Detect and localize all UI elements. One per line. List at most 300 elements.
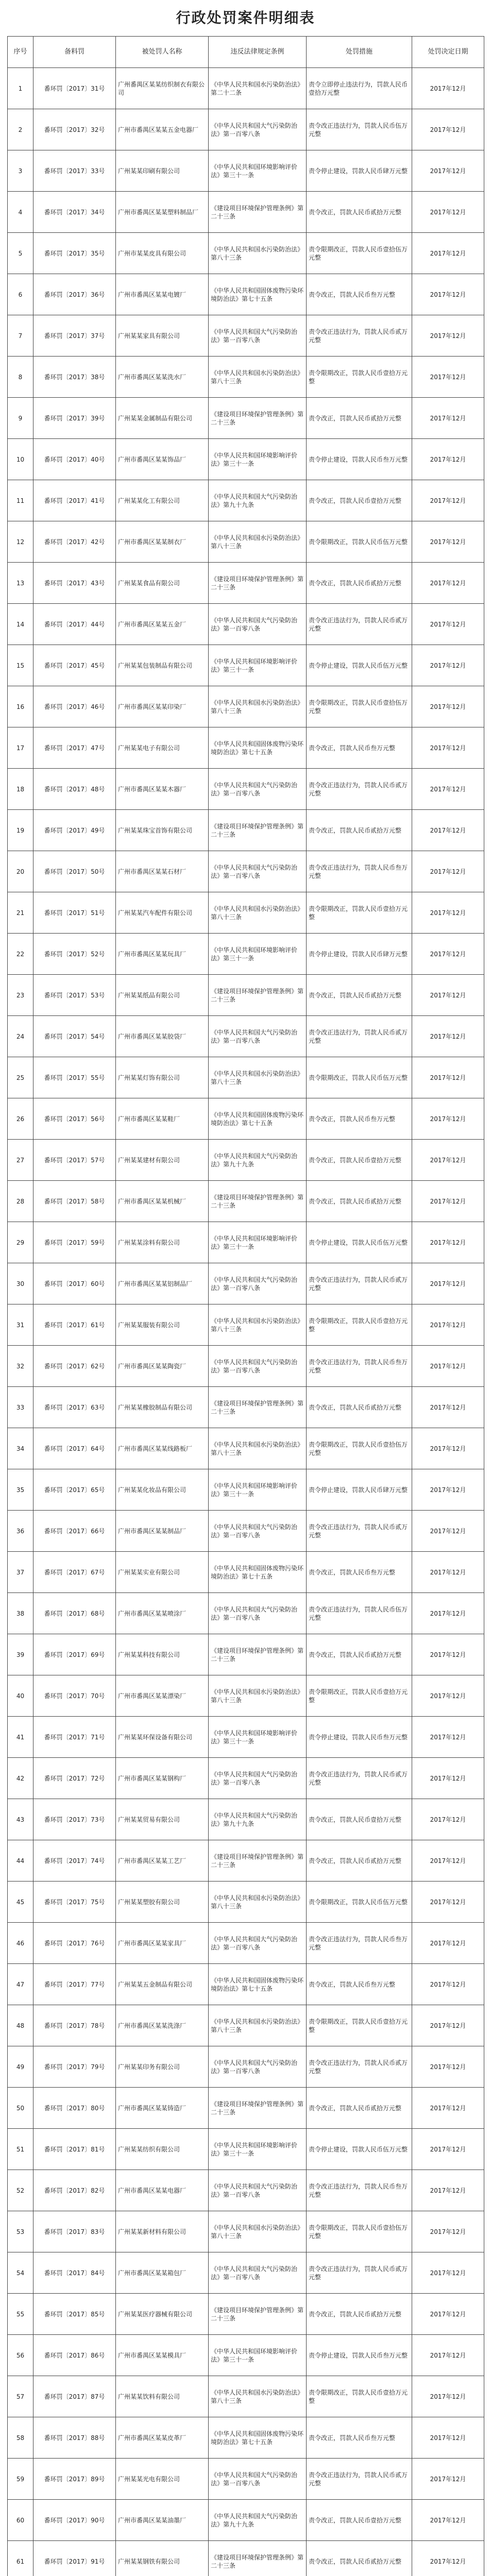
- cell-doc-number: 番环罚〔2017〕32号: [33, 109, 116, 150]
- cell-doc-number: 番环罚〔2017〕80号: [33, 2088, 116, 2129]
- cell-entity-name: 广州市番禺区某某漂染厂: [116, 1675, 209, 1717]
- cell-doc-number: 番环罚〔2017〕78号: [33, 2005, 116, 2046]
- cell-law: 《建设项目环境保护管理条例》第二十三条: [209, 563, 307, 604]
- cell-measure: 责令改正，罚款人民币贰拾万元整: [307, 2294, 412, 2335]
- table-row: [8, 1346, 484, 1387]
- cell-no: 27: [8, 1140, 33, 1181]
- cell-date: 2017年12月: [412, 645, 484, 686]
- table-row: [8, 1181, 484, 1222]
- cell-law: 《中华人民共和国大气污染防治法》第一百零八条: [209, 2170, 307, 2211]
- cell-law: 《中华人民共和国水污染防治法》第八十三条: [209, 1057, 307, 1098]
- cell-doc-number: 番环罚〔2017〕48号: [33, 769, 116, 810]
- cell-law: 《中华人民共和国大气污染防治法》第九十九条: [209, 1140, 307, 1181]
- cell-law: 《中华人民共和国大气污染防治法》第一百零八条: [209, 851, 307, 892]
- cell-doc-number: 番环罚〔2017〕36号: [33, 274, 116, 315]
- cell-measure: 责令停止建设，罚款人民币伍万元整: [307, 1222, 412, 1263]
- cell-date: 2017年12月: [412, 769, 484, 810]
- table-row: [8, 2211, 484, 2252]
- cell-entity-name: 广州市番禺区某某五金厂: [116, 604, 209, 645]
- cell-law: 《中华人民共和国环境影响评价法》第三十一条: [209, 150, 307, 192]
- table-row: [8, 480, 484, 521]
- cell-doc-number: 番环罚〔2017〕66号: [33, 1511, 116, 1552]
- cell-measure: 责令改正违法行为，罚款人民币叁万元整: [307, 851, 412, 892]
- table-row: [8, 934, 484, 975]
- table-row: [8, 2335, 484, 2376]
- cell-measure: 责令停止建设，罚款人民币肆万元整: [307, 150, 412, 192]
- cell-no: 12: [8, 521, 33, 563]
- cell-entity-name: 广州某某医疗器械有限公司: [116, 2294, 209, 2335]
- cell-law: 《建设项目环境保护管理条例》第二十三条: [209, 1840, 307, 1882]
- cell-no: 6: [8, 274, 33, 315]
- table-row: [8, 1098, 484, 1140]
- cell-measure: 责令停止建设，罚款人民币叁万元整: [307, 2335, 412, 2376]
- table-row: [8, 192, 484, 233]
- cell-measure: 责令立即停止违法行为，罚款人民币壹拾万元整: [307, 68, 412, 109]
- cell-law: 《中华人民共和国大气污染防治法》第一百零八条: [209, 604, 307, 645]
- cell-entity-name: 广州市番禺区某某皮革厂: [116, 2417, 209, 2459]
- cell-entity-name: 广州市番禺区某某线路板厂: [116, 1428, 209, 1469]
- cell-no: 60: [8, 2500, 33, 2541]
- cell-entity-name: 广州市番禺区某某五金电器厂: [116, 109, 209, 150]
- cell-doc-number: 番环罚〔2017〕88号: [33, 2417, 116, 2459]
- cell-no: 2: [8, 109, 33, 150]
- cell-doc-number: 番环罚〔2017〕81号: [33, 2129, 116, 2170]
- cell-date: 2017年12月: [412, 934, 484, 975]
- cell-date: 2017年12月: [412, 2211, 484, 2252]
- cell-no: 45: [8, 1882, 33, 1923]
- cell-date: 2017年12月: [412, 2005, 484, 2046]
- cell-doc-number: 番环罚〔2017〕46号: [33, 686, 116, 727]
- table-row: [8, 2046, 484, 2088]
- cell-measure: 责令停止建设，罚款人民币肆万元整: [307, 934, 412, 975]
- cell-entity-name: 广州市番禺区某某工艺厂: [116, 1840, 209, 1882]
- cell-law: 《中华人民共和国环境影响评价法》第三十一条: [209, 1717, 307, 1758]
- cell-no: 31: [8, 1304, 33, 1346]
- cell-doc-number: 番环罚〔2017〕58号: [33, 1181, 116, 1222]
- cell-doc-number: 番环罚〔2017〕60号: [33, 1263, 116, 1304]
- cell-measure: 责令改正，罚款人民币贰拾万元整: [307, 1387, 412, 1428]
- cell-date: 2017年12月: [412, 1840, 484, 1882]
- cell-date: 2017年12月: [412, 1387, 484, 1428]
- cell-no: 50: [8, 2088, 33, 2129]
- cell-measure: 责令改正违法行为，罚款人民币贰万元整: [307, 1758, 412, 1799]
- cell-entity-name: 广州某某化妆品有限公司: [116, 1469, 209, 1511]
- cell-measure: 责令改正，罚款人民币贰拾万元整: [307, 1634, 412, 1675]
- cell-law: 《中华人民共和国水污染防治法》第八十三条: [209, 1882, 307, 1923]
- cell-entity-name: 广州市番禺区某某家具厂: [116, 1923, 209, 1964]
- cell-date: 2017年12月: [412, 1717, 484, 1758]
- cell-date: 2017年12月: [412, 1016, 484, 1057]
- cell-measure: 责令改正，罚款人民币壹拾万元整: [307, 480, 412, 521]
- cell-entity-name: 广州某某化工有限公司: [116, 480, 209, 521]
- cell-measure: 责令改正违法行为，罚款人民币贰万元整: [307, 1263, 412, 1304]
- cell-law: 《建设项目环境保护管理条例》第二十三条: [209, 975, 307, 1016]
- table-row: [8, 109, 484, 150]
- cell-entity-name: 广州某某贸易有限公司: [116, 1799, 209, 1840]
- cell-date: 2017年12月: [412, 1593, 484, 1634]
- cell-no: 20: [8, 851, 33, 892]
- table-row: [8, 1923, 484, 1964]
- cell-measure: 责令改正，罚款人民币贰拾万元整: [307, 810, 412, 851]
- cell-date: 2017年12月: [412, 1964, 484, 2005]
- cell-law: 《中华人民共和国水污染防治法》第八十三条: [209, 1675, 307, 1717]
- cell-date: 2017年12月: [412, 1552, 484, 1593]
- cell-law: 《中华人民共和国水污染防治法》第八十三条: [209, 357, 307, 398]
- cell-law: 《中华人民共和国大气污染防治法》第九十九条: [209, 1799, 307, 1840]
- cell-entity-name: 广州市番禺区某某油墨厂: [116, 2500, 209, 2541]
- table-row: [8, 233, 484, 274]
- cell-measure: 责令改正违法行为，罚款人民币叁万元整: [307, 1346, 412, 1387]
- cell-entity-name: 广州市番禺区某某电镀厂: [116, 274, 209, 315]
- cell-measure: 责令改正，罚款人民币贰拾万元整: [307, 1181, 412, 1222]
- cell-measure: 责令改正，罚款人民币贰拾万元整: [307, 1840, 412, 1882]
- table-row: [8, 1882, 484, 1923]
- cell-no: 35: [8, 1469, 33, 1511]
- table-row: [8, 563, 484, 604]
- cell-entity-name: 广州市某某皮具有限公司: [116, 233, 209, 274]
- cell-entity-name: 广州某某食品有限公司: [116, 563, 209, 604]
- cell-doc-number: 番环罚〔2017〕42号: [33, 521, 116, 563]
- cell-law: 《中华人民共和国固体废物污染环境防治法》第七十五条: [209, 1552, 307, 1593]
- cell-entity-name: 广州市番禺区某某胶袋厂: [116, 1016, 209, 1057]
- cell-doc-number: 番环罚〔2017〕61号: [33, 1304, 116, 1346]
- cell-law: 《中华人民共和国固体废物污染环境防治法》第七十五条: [209, 1964, 307, 2005]
- cell-law: 《中华人民共和国水污染防治法》第二十二条: [209, 68, 307, 109]
- cell-law: 《建设项目环境保护管理条例》第二十三条: [209, 2541, 307, 2576]
- cell-measure: 责令限期改正，罚款人民币壹拾万元整: [307, 1304, 412, 1346]
- cell-no: 25: [8, 1057, 33, 1098]
- table-row: [8, 398, 484, 439]
- cell-no: 49: [8, 2046, 33, 2088]
- cell-no: 3: [8, 150, 33, 192]
- header-doc: 备料罚: [33, 37, 116, 68]
- table-row: [8, 68, 484, 109]
- cell-measure: 责令改正，罚款人民币叁万元整: [307, 1552, 412, 1593]
- cell-law: 《中华人民共和国环境影响评价法》第三十一条: [209, 2129, 307, 2170]
- cell-law: 《中华人民共和国大气污染防治法》第一百零八条: [209, 1511, 307, 1552]
- cell-measure: 责令改正，罚款人民币叁万元整: [307, 1964, 412, 2005]
- cell-measure: 责令改正，罚款人民币贰拾万元整: [307, 192, 412, 233]
- table-row: [8, 2459, 484, 2500]
- cell-date: 2017年12月: [412, 68, 484, 109]
- cell-law: 《中华人民共和国水污染防治法》第八十三条: [209, 686, 307, 727]
- cell-measure: 责令限期改正，罚款人民币壹拾万元整: [307, 892, 412, 934]
- cell-date: 2017年12月: [412, 2252, 484, 2294]
- table-row: [8, 727, 484, 769]
- cell-date: 2017年12月: [412, 2170, 484, 2211]
- cell-entity-name: 广州某某金属制品有限公司: [116, 398, 209, 439]
- cell-doc-number: 番环罚〔2017〕76号: [33, 1923, 116, 1964]
- cell-measure: 责令停止建设，罚款人民币叁万元整: [307, 1717, 412, 1758]
- cell-measure: 责令限期改正，罚款人民币壹拾伍万元整: [307, 686, 412, 727]
- cell-law: 《建设项目环境保护管理条例》第二十三条: [209, 810, 307, 851]
- cell-law: 《中华人民共和国环境影响评价法》第三十一条: [209, 1222, 307, 1263]
- cell-no: 23: [8, 975, 33, 1016]
- cell-entity-name: 广州某某涂料有限公司: [116, 1222, 209, 1263]
- cell-entity-name: 广州某某建材有限公司: [116, 1140, 209, 1181]
- cell-entity-name: 广州某某印刷有限公司: [116, 150, 209, 192]
- cell-date: 2017年12月: [412, 2417, 484, 2459]
- cell-measure: 责令停止建设，罚款人民币伍万元整: [307, 645, 412, 686]
- cell-no: 32: [8, 1346, 33, 1387]
- cell-doc-number: 番环罚〔2017〕91号: [33, 2541, 116, 2576]
- cell-doc-number: 番环罚〔2017〕33号: [33, 150, 116, 192]
- cell-date: 2017年12月: [412, 274, 484, 315]
- cell-entity-name: 广州某某塑胶有限公司: [116, 1882, 209, 1923]
- cell-law: 《中华人民共和国大气污染防治法》第一百零八条: [209, 1923, 307, 1964]
- cell-doc-number: 番环罚〔2017〕82号: [33, 2170, 116, 2211]
- cell-doc-number: 番环罚〔2017〕34号: [33, 192, 116, 233]
- table-row: [8, 2129, 484, 2170]
- cell-date: 2017年12月: [412, 2500, 484, 2541]
- cell-date: 2017年12月: [412, 1263, 484, 1304]
- cell-doc-number: 番环罚〔2017〕52号: [33, 934, 116, 975]
- table-row: [8, 1016, 484, 1057]
- cell-law: 《建设项目环境保护管理条例》第二十三条: [209, 1387, 307, 1428]
- cell-doc-number: 番环罚〔2017〕77号: [33, 1964, 116, 2005]
- cell-measure: 责令限期改正，罚款人民币壹拾万元整: [307, 1675, 412, 1717]
- cell-doc-number: 番环罚〔2017〕50号: [33, 851, 116, 892]
- cell-law: 《中华人民共和国大气污染防治法》第一百零八条: [209, 1593, 307, 1634]
- header-measure: 处罚措施: [307, 37, 412, 68]
- cell-law: 《中华人民共和国固体废物污染环境防治法》第七十五条: [209, 2417, 307, 2459]
- cell-doc-number: 番环罚〔2017〕87号: [33, 2376, 116, 2417]
- cell-measure: 责令改正违法行为，罚款人民币贰万元整: [307, 2046, 412, 2088]
- cell-entity-name: 广州市番禺区某某饰品厂: [116, 439, 209, 480]
- cell-measure: 责令改正违法行为，罚款人民币叁万元整: [307, 2170, 412, 2211]
- cell-no: 61: [8, 2541, 33, 2576]
- table-row: [8, 1469, 484, 1511]
- cell-no: 34: [8, 1428, 33, 1469]
- cell-entity-name: 广州某某灯饰有限公司: [116, 1057, 209, 1098]
- cell-measure: 责令改正违法行为，罚款人民币贰万元整: [307, 2252, 412, 2294]
- cell-law: 《中华人民共和国大气污染防治法》第一百零八条: [209, 2252, 307, 2294]
- table-row: [8, 2376, 484, 2417]
- cell-measure: 责令改正违法行为，罚款人民币贰万元整: [307, 769, 412, 810]
- cell-measure: 责令限期改正，罚款人民币伍万元整: [307, 1057, 412, 1098]
- cell-measure: 责令改正违法行为，罚款人民币贰万元整: [307, 315, 412, 357]
- table-row: [8, 1140, 484, 1181]
- cell-entity-name: 广州市番禺区某某洗涤厂: [116, 2005, 209, 2046]
- cell-no: 56: [8, 2335, 33, 2376]
- cell-entity-name: 广州市番禺区某某石材厂: [116, 851, 209, 892]
- cell-doc-number: 番环罚〔2017〕79号: [33, 2046, 116, 2088]
- cell-entity-name: 广州市番禺区某某洗水厂: [116, 357, 209, 398]
- cell-law: 《中华人民共和国大气污染防治法》第一百零八条: [209, 109, 307, 150]
- cell-measure: 责令限期改正，罚款人民币壹拾万元整: [307, 2005, 412, 2046]
- cell-date: 2017年12月: [412, 2294, 484, 2335]
- cell-law: 《中华人民共和国水污染防治法》第八十三条: [209, 2005, 307, 2046]
- cell-doc-number: 番环罚〔2017〕49号: [33, 810, 116, 851]
- cell-doc-number: 番环罚〔2017〕85号: [33, 2294, 116, 2335]
- cell-doc-number: 番环罚〔2017〕37号: [33, 315, 116, 357]
- cell-no: 24: [8, 1016, 33, 1057]
- cell-doc-number: 番环罚〔2017〕90号: [33, 2500, 116, 2541]
- cell-measure: 责令改正违法行为，罚款人民币贰万元整: [307, 1016, 412, 1057]
- cell-date: 2017年12月: [412, 810, 484, 851]
- cell-law: 《中华人民共和国大气污染防治法》第一百零八条: [209, 1263, 307, 1304]
- table-header-row: [8, 37, 484, 68]
- cell-law: 《建设项目环境保护管理条例》第二十三条: [209, 2294, 307, 2335]
- cell-measure: 责令改正，罚款人民币壹拾万元整: [307, 2500, 412, 2541]
- cell-no: 59: [8, 2459, 33, 2500]
- header-no: 序号: [8, 37, 33, 68]
- cell-no: 5: [8, 233, 33, 274]
- cell-law: 《中华人民共和国水污染防治法》第八十三条: [209, 521, 307, 563]
- cell-no: 36: [8, 1511, 33, 1552]
- cell-date: 2017年12月: [412, 1057, 484, 1098]
- cell-law: 《中华人民共和国水污染防治法》第八十三条: [209, 1428, 307, 1469]
- cell-no: 13: [8, 563, 33, 604]
- table-row: [8, 1057, 484, 1098]
- cell-doc-number: 番环罚〔2017〕35号: [33, 233, 116, 274]
- cell-entity-name: 广州市番禺区某某钢构厂: [116, 1758, 209, 1799]
- cell-law: 《中华人民共和国固体废物污染环境防治法》第七十五条: [209, 1098, 307, 1140]
- cell-no: 28: [8, 1181, 33, 1222]
- table-row: [8, 2294, 484, 2335]
- cell-measure: 责令改正，罚款人民币贰拾万元整: [307, 398, 412, 439]
- table-row: [8, 2252, 484, 2294]
- cell-doc-number: 番环罚〔2017〕64号: [33, 1428, 116, 1469]
- cell-doc-number: 番环罚〔2017〕75号: [33, 1882, 116, 1923]
- cell-law: 《中华人民共和国大气污染防治法》第一百零八条: [209, 315, 307, 357]
- table-row: [8, 1964, 484, 2005]
- cell-entity-name: 广州市番禺区某某木器厂: [116, 769, 209, 810]
- cell-no: 29: [8, 1222, 33, 1263]
- cell-doc-number: 番环罚〔2017〕67号: [33, 1552, 116, 1593]
- cell-date: 2017年12月: [412, 1304, 484, 1346]
- cell-date: 2017年12月: [412, 2129, 484, 2170]
- cell-date: 2017年12月: [412, 1469, 484, 1511]
- cell-no: 15: [8, 645, 33, 686]
- cell-date: 2017年12月: [412, 604, 484, 645]
- cell-no: 18: [8, 769, 33, 810]
- cell-doc-number: 番环罚〔2017〕45号: [33, 645, 116, 686]
- table-row: [8, 851, 484, 892]
- cell-law: 《中华人民共和国大气污染防治法》第一百零八条: [209, 1016, 307, 1057]
- cell-doc-number: 番环罚〔2017〕84号: [33, 2252, 116, 2294]
- table-row: [8, 1263, 484, 1304]
- cell-no: 8: [8, 357, 33, 398]
- cell-no: 10: [8, 439, 33, 480]
- table-row: [8, 1717, 484, 1758]
- cell-measure: 责令改正，罚款人民币叁万元整: [307, 1098, 412, 1140]
- table-row: [8, 810, 484, 851]
- cell-no: 21: [8, 892, 33, 934]
- cell-doc-number: 番环罚〔2017〕57号: [33, 1140, 116, 1181]
- cell-entity-name: 广州某某五金制品有限公司: [116, 1964, 209, 2005]
- cell-date: 2017年12月: [412, 398, 484, 439]
- cell-no: 4: [8, 192, 33, 233]
- cell-entity-name: 广州某某科技有限公司: [116, 1634, 209, 1675]
- cell-measure: 责令改正，罚款人民币贰拾万元整: [307, 563, 412, 604]
- cell-law: 《中华人民共和国水污染防治法》第八十三条: [209, 2376, 307, 2417]
- cell-measure: 责令限期改正，罚款人民币伍万元整: [307, 1882, 412, 1923]
- cell-doc-number: 番环罚〔2017〕59号: [33, 1222, 116, 1263]
- cell-law: 《中华人民共和国大气污染防治法》第一百零八条: [209, 1758, 307, 1799]
- cell-measure: 责令限期改正，罚款人民币壹拾伍万元整: [307, 233, 412, 274]
- cell-entity-name: 广州某某服装有限公司: [116, 1304, 209, 1346]
- cell-entity-name: 广州番禺区某某纺织制衣有限公司: [116, 68, 209, 109]
- cell-doc-number: 番环罚〔2017〕44号: [33, 604, 116, 645]
- header-law: 违反法律规定条例: [209, 37, 307, 68]
- table-row: [8, 1634, 484, 1675]
- cell-date: 2017年12月: [412, 2459, 484, 2500]
- cell-law: 《建设项目环境保护管理条例》第二十三条: [209, 192, 307, 233]
- cell-entity-name: 广州某某环保设备有限公司: [116, 1717, 209, 1758]
- cell-no: 11: [8, 480, 33, 521]
- cell-no: 14: [8, 604, 33, 645]
- cell-date: 2017年12月: [412, 2541, 484, 2576]
- cell-date: 2017年12月: [412, 1675, 484, 1717]
- table-row: [8, 274, 484, 315]
- page-title: 行政处罚案件明细表: [176, 9, 315, 26]
- table-row: [8, 2088, 484, 2129]
- cell-doc-number: 番环罚〔2017〕68号: [33, 1593, 116, 1634]
- table-row: [8, 150, 484, 192]
- table-row: [8, 521, 484, 563]
- cell-law: 《中华人民共和国固体废物污染环境防治法》第七十五条: [209, 727, 307, 769]
- cell-doc-number: 番环罚〔2017〕47号: [33, 727, 116, 769]
- cell-law: 《建设项目环境保护管理条例》第二十三条: [209, 398, 307, 439]
- cell-no: 48: [8, 2005, 33, 2046]
- cell-date: 2017年12月: [412, 2335, 484, 2376]
- cell-no: 30: [8, 1263, 33, 1304]
- cell-doc-number: 番环罚〔2017〕73号: [33, 1799, 116, 1840]
- table-row: [8, 1511, 484, 1552]
- cell-entity-name: 广州某某汽车配件有限公司: [116, 892, 209, 934]
- cell-doc-number: 番环罚〔2017〕89号: [33, 2459, 116, 2500]
- cell-doc-number: 番环罚〔2017〕41号: [33, 480, 116, 521]
- cell-entity-name: 广州某某实业有限公司: [116, 1552, 209, 1593]
- cell-law: 《中华人民共和国水污染防治法》第八十三条: [209, 892, 307, 934]
- cell-entity-name: 广州市番禺区某某机械厂: [116, 1181, 209, 1222]
- penalty-table: [7, 36, 484, 2576]
- table-body: [8, 68, 484, 2576]
- cell-entity-name: 广州市番禺区某某鞋厂: [116, 1098, 209, 1140]
- cell-measure: 责令限期改正，罚款人民币壹拾伍万元整: [307, 1428, 412, 1469]
- cell-measure: 责令改正违法行为，罚款人民币贰万元整: [307, 604, 412, 645]
- cell-entity-name: 广州市番禺区某某印染厂: [116, 686, 209, 727]
- cell-measure: 责令改正，罚款人民币叁万元整: [307, 727, 412, 769]
- cell-measure: 责令改正违法行为，罚款人民币贰万元整: [307, 2459, 412, 2500]
- cell-date: 2017年12月: [412, 1098, 484, 1140]
- cell-law: 《建设项目环境保护管理条例》第二十三条: [209, 1634, 307, 1675]
- table-row: [8, 1758, 484, 1799]
- cell-entity-name: 广州某某珠宝首饰有限公司: [116, 810, 209, 851]
- cell-law: 《中华人民共和国大气污染防治法》第一百零八条: [209, 2046, 307, 2088]
- cell-doc-number: 番环罚〔2017〕51号: [33, 892, 116, 934]
- cell-date: 2017年12月: [412, 357, 484, 398]
- cell-doc-number: 番环罚〔2017〕54号: [33, 1016, 116, 1057]
- cell-entity-name: 广州某某纺织有限公司: [116, 2129, 209, 2170]
- cell-date: 2017年12月: [412, 892, 484, 934]
- cell-date: 2017年12月: [412, 1222, 484, 1263]
- cell-entity-name: 广州某某家具有限公司: [116, 315, 209, 357]
- cell-measure: 责令限期改正，罚款人民币壹拾伍万元整: [307, 2211, 412, 2252]
- cell-entity-name: 广州市番禺区某某电器厂: [116, 2170, 209, 2211]
- cell-measure: 责令限期改正，罚款人民币伍万元整: [307, 521, 412, 563]
- cell-doc-number: 番环罚〔2017〕86号: [33, 2335, 116, 2376]
- cell-no: 9: [8, 398, 33, 439]
- cell-measure: 责令改正，罚款人民币贰拾万元整: [307, 2088, 412, 2129]
- cell-no: 40: [8, 1675, 33, 1717]
- table-row: [8, 1304, 484, 1346]
- cell-law: 《中华人民共和国环境影响评价法》第三十一条: [209, 645, 307, 686]
- cell-no: 7: [8, 315, 33, 357]
- cell-law: 《中华人民共和国环境影响评价法》第三十一条: [209, 2335, 307, 2376]
- cell-measure: 责令改正，罚款人民币叁万元整: [307, 274, 412, 315]
